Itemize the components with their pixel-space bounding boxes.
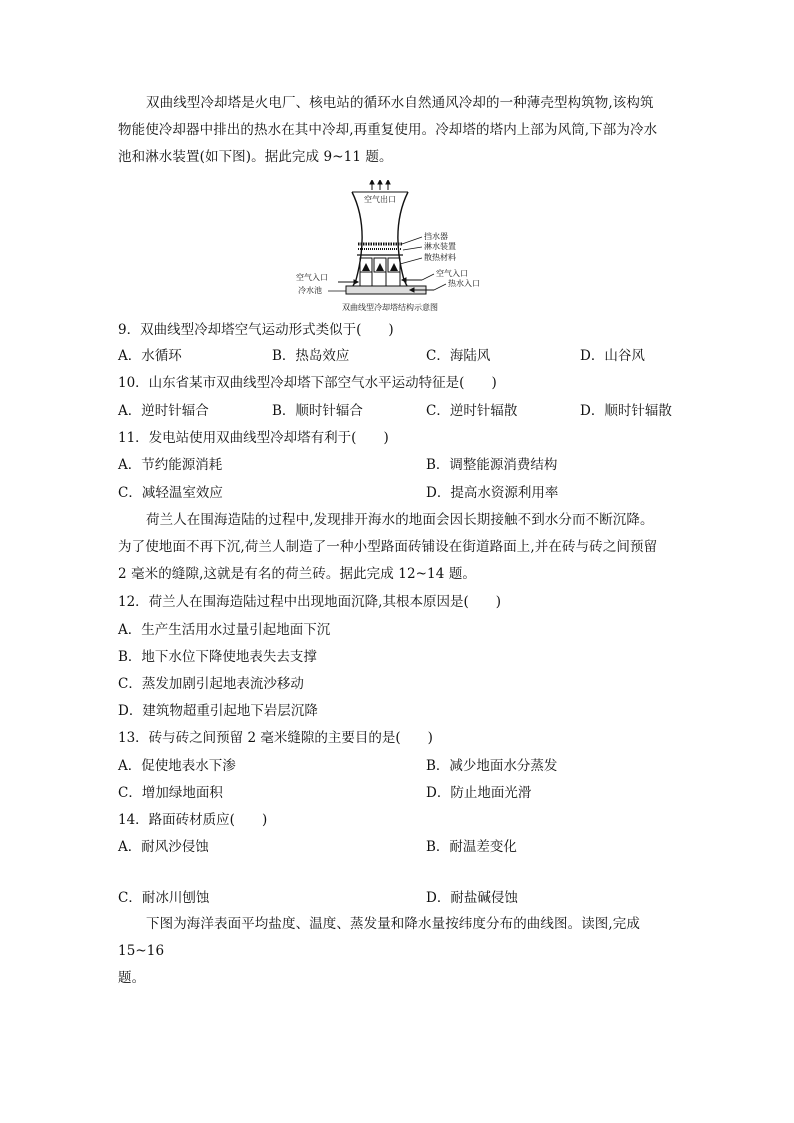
passage1-line3: 池和淋水装置(如下图)。据此完成 9~11 题。	[118, 149, 393, 165]
label-dangshui: 挡水器	[424, 232, 448, 241]
label-cold-pool: 冷水池	[298, 286, 322, 295]
label-linshui: 淋水装置	[424, 242, 456, 251]
air-outlet-arrows	[370, 180, 390, 190]
passage-cooling-tower	[118, 90, 678, 171]
fill-triangles	[362, 263, 398, 271]
passage-ocean-salinity	[118, 911, 678, 992]
diagram-caption: 双曲线型冷却塔结构示意图	[342, 303, 438, 312]
passage1-line2: 物能使冷却器中排出的热水在其中冷却,再重复使用。冷却塔的塔内上部为风筒,下部为冷水	[118, 122, 658, 138]
q12-option-a[interactable]: A．生产生活用水过量引起地面下沉	[118, 622, 331, 638]
passage2-line3: 2 毫米的缝隙,这就是有名的荷兰砖。据此完成 12~14 题。	[118, 566, 477, 582]
question-10-stem: 10．山东省某市双曲线型冷却塔下部空气水平运动特征是( )	[118, 375, 497, 391]
passage3-line1: 下图为海洋表面平均盐度、温度、蒸发量和降水量按纬度分布的曲线图。读图,完成 15~16	[118, 916, 640, 959]
passage-dutch-brick	[118, 507, 678, 588]
passage2-line1: 荷兰人在围海造陆的过程中,发现排开海水的地面会因长期接触不到水分而不断沉降。	[146, 512, 654, 528]
q10-option-a[interactable]: A．逆时针辐合	[118, 403, 209, 419]
q12-option-b[interactable]: B．地下水位下降使地表失去支撑	[118, 649, 317, 665]
q11-option-d[interactable]: D．提高水资源利用率	[426, 485, 559, 501]
tower-supports	[360, 272, 400, 286]
q9-option-c[interactable]: C．海陆风	[426, 348, 491, 364]
question-9-stem: 9．双曲线型冷却塔空气运动形式类似于( )	[118, 322, 394, 338]
q13-option-c[interactable]: C．增加绿地面积	[118, 785, 223, 801]
q9-option-b[interactable]: B．热岛效应	[272, 348, 350, 364]
q12-option-d[interactable]: D．建筑物超重引起地下岩层沉降	[118, 703, 318, 719]
question-11-stem: 11．发电站使用双曲线型冷却塔有利于( )	[118, 430, 389, 446]
q12-option-c[interactable]: C．蒸发加剧引起地表流沙移动	[118, 676, 304, 692]
label-air-in-right: 空气入口	[436, 269, 468, 278]
question-12-stem: 12．荷兰人在围海造陆过程中出现地面沉降,其根本原因是( )	[118, 594, 502, 610]
q11-option-a[interactable]: A．节约能源消耗	[118, 457, 223, 473]
cooling-tower-diagram	[294, 180, 508, 318]
q11-option-b[interactable]: B．调整能源消费结构	[426, 457, 558, 473]
q13-option-b[interactable]: B．减少地面水分蒸发	[426, 758, 558, 774]
cooling-tower-svg	[294, 180, 508, 318]
q14-option-a[interactable]: A．耐风沙侵蚀	[118, 839, 209, 855]
q9-option-d[interactable]: D．山谷风	[580, 348, 645, 364]
question-14-stem: 14．路面砖材质应( )	[118, 812, 268, 828]
label-hot-water-in: 热水入口	[448, 279, 480, 288]
q14-option-d[interactable]: D．耐盐碱侵蚀	[426, 890, 518, 906]
q10-option-c[interactable]: C．逆时针辐散	[426, 403, 518, 419]
q9-option-a[interactable]: A．水循环	[118, 348, 182, 364]
passage2-line2: 为了使地面不再下沉,荷兰人制造了一种小型路面砖铺设在街道路面上,并在砖与砖之间预留	[118, 539, 658, 555]
label-sanre: 散热材料	[424, 253, 456, 262]
q10-option-b[interactable]: B．顺时针辐合	[272, 403, 363, 419]
passage1-line1: 双曲线型冷却塔是火电厂、核电站的循环水自然通风冷却的一种薄壳型构筑物,该构筑	[146, 95, 654, 111]
q14-option-b[interactable]: B．耐温差变化	[426, 839, 517, 855]
water-eliminator	[358, 244, 402, 249]
q13-option-a[interactable]: A．促使地表水下渗	[118, 758, 236, 774]
question-13-stem: 13．砖与砖之间预留 2 毫米缝隙的主要目的是( )	[118, 730, 433, 746]
label-air-in-left: 空气入口	[296, 273, 328, 282]
passage3-line2: 题。	[118, 970, 146, 986]
air-outlet-label: 空气出口	[364, 195, 396, 204]
q14-option-c[interactable]: C．耐冰川刨蚀	[118, 890, 210, 906]
q10-option-d[interactable]: D．顺时针辐散	[580, 403, 672, 419]
q11-option-c[interactable]: C．减轻温室效应	[118, 485, 223, 501]
q13-option-d[interactable]: D．防止地面光滑	[426, 785, 532, 801]
